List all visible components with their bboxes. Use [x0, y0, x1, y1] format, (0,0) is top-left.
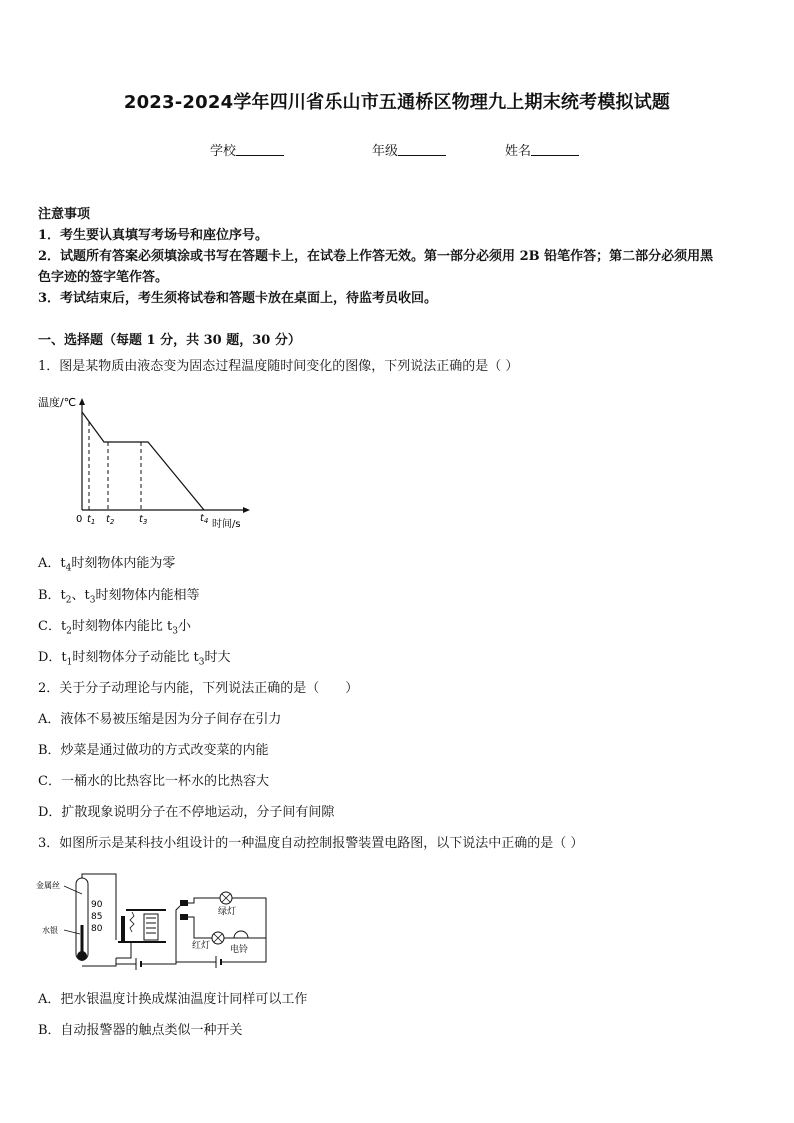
upper-contact — [180, 900, 188, 906]
section-heading: 一、选择题（每题 1 分，共 30 题，30 分） — [38, 333, 301, 348]
control-wire — [141, 940, 176, 964]
mercury-pointer — [64, 930, 80, 934]
temperature-time-graph — [36, 390, 266, 535]
scale-mark: 85 — [91, 912, 103, 922]
q1-option-d: D．$t_1$时刻物体分子动能比 $t_3$时大 — [38, 650, 231, 668]
bell-label: 电铃 — [230, 945, 249, 955]
q1-option-b: B．$t_2$、$t_3$时刻物体内能相等 — [38, 588, 200, 606]
q1-option-a: A．$t_4$时刻物体内能为零 — [38, 556, 176, 574]
q2-option-d: D．扩散现象说明分子在不停地运动，分子间有间隙 — [38, 805, 335, 820]
bell-icon — [234, 931, 248, 938]
school-label: 学校 — [210, 144, 237, 159]
question-2-stem: 2．关于分子动理论与内能，下列说法正确的是（ ） — [38, 681, 359, 696]
alarm-circuit-diagram — [36, 870, 276, 975]
metal-wire-label: 金属丝 — [36, 881, 60, 890]
alarm-wire — [176, 962, 216, 964]
control-wire — [82, 958, 116, 966]
scale-mark: 90 — [91, 900, 103, 910]
x-axis-arrow — [243, 507, 250, 513]
notice-heading: 注意事项 — [38, 207, 91, 222]
lower-contact — [180, 914, 188, 920]
notice-item: 3．考试结束后，考生须将试卷和答题卡放在桌面上，待监考员收回。 — [38, 291, 438, 306]
grade-field — [372, 140, 446, 159]
school-blank — [236, 143, 284, 156]
grade-blank — [398, 143, 446, 156]
t3-label: $t_3$ — [139, 514, 148, 526]
t4-label: $t_4$ — [200, 513, 209, 525]
notice-item: 色字迹的签字笔作答。 — [38, 270, 169, 285]
graph-xlabel: 时间/s — [212, 519, 241, 530]
grade-label: 年级 — [372, 144, 399, 159]
question-3-stem: 3．如图所示是某科技小组设计的一种温度自动控制报警装置电路图，以下说法中正确的是（ ） — [38, 836, 584, 851]
mercury-label: 水银 — [42, 926, 58, 935]
control-wire — [116, 958, 136, 964]
control-wire — [116, 942, 131, 958]
metal-wire-pointer — [64, 886, 82, 894]
q2-option-a: A．液体不易被压缩是因为分子间存在引力 — [38, 712, 282, 727]
page-title: 2023-2024学年四川省乐山市五通桥区物理九上期末统考模拟试题 — [123, 92, 671, 113]
graph-ylabel: 温度/℃ — [38, 396, 77, 409]
q3-option-a: A．把水银温度计换成煤油温度计同样可以工作 — [38, 992, 308, 1007]
green-lamp-label: 绿灯 — [218, 907, 237, 917]
q3-option-b: B．自动报警器的触点类似一种开关 — [38, 1023, 243, 1038]
cooling-curve — [82, 412, 204, 510]
name-blank — [531, 143, 579, 156]
school-field — [210, 140, 284, 159]
scale-mark: 80 — [91, 924, 103, 934]
q1-option-c: C．$t_2$时刻物体内能比 $t_3$小 — [38, 619, 192, 637]
notice-item: 2．试题所有答案必须填涂或书写在答题卡上，在试卷上作答无效。第一部分必须用 2B 铅笔作答；第二部分必须用黑 — [38, 249, 714, 264]
thermometer-bulb — [77, 951, 87, 961]
origin-label: 0 — [76, 514, 83, 525]
t1-label: $t_1$ — [87, 514, 96, 526]
question-1-stem: 1．图是某物质由液态变为固态过程温度随时间变化的图像，下列说法正确的是（ ） — [38, 359, 519, 374]
q2-option-b: B．炒菜是通过做功的方式改变菜的内能 — [38, 743, 269, 758]
red-lamp-label: 红灯 — [192, 941, 211, 951]
switch-arm — [176, 906, 180, 940]
alarm-wire — [188, 917, 266, 938]
q2-option-c: C．一桶水的比热容比一杯水的比热容大 — [38, 774, 269, 789]
notice-item: 1．考生要认真填写考场号和座位序号。 — [38, 228, 269, 243]
relay-frame — [121, 916, 125, 942]
name-field — [505, 140, 579, 159]
relay-spring — [130, 912, 134, 932]
y-axis-arrow — [79, 398, 85, 405]
t2-label: $t_2$ — [106, 514, 115, 526]
name-label: 姓名 — [505, 144, 532, 159]
